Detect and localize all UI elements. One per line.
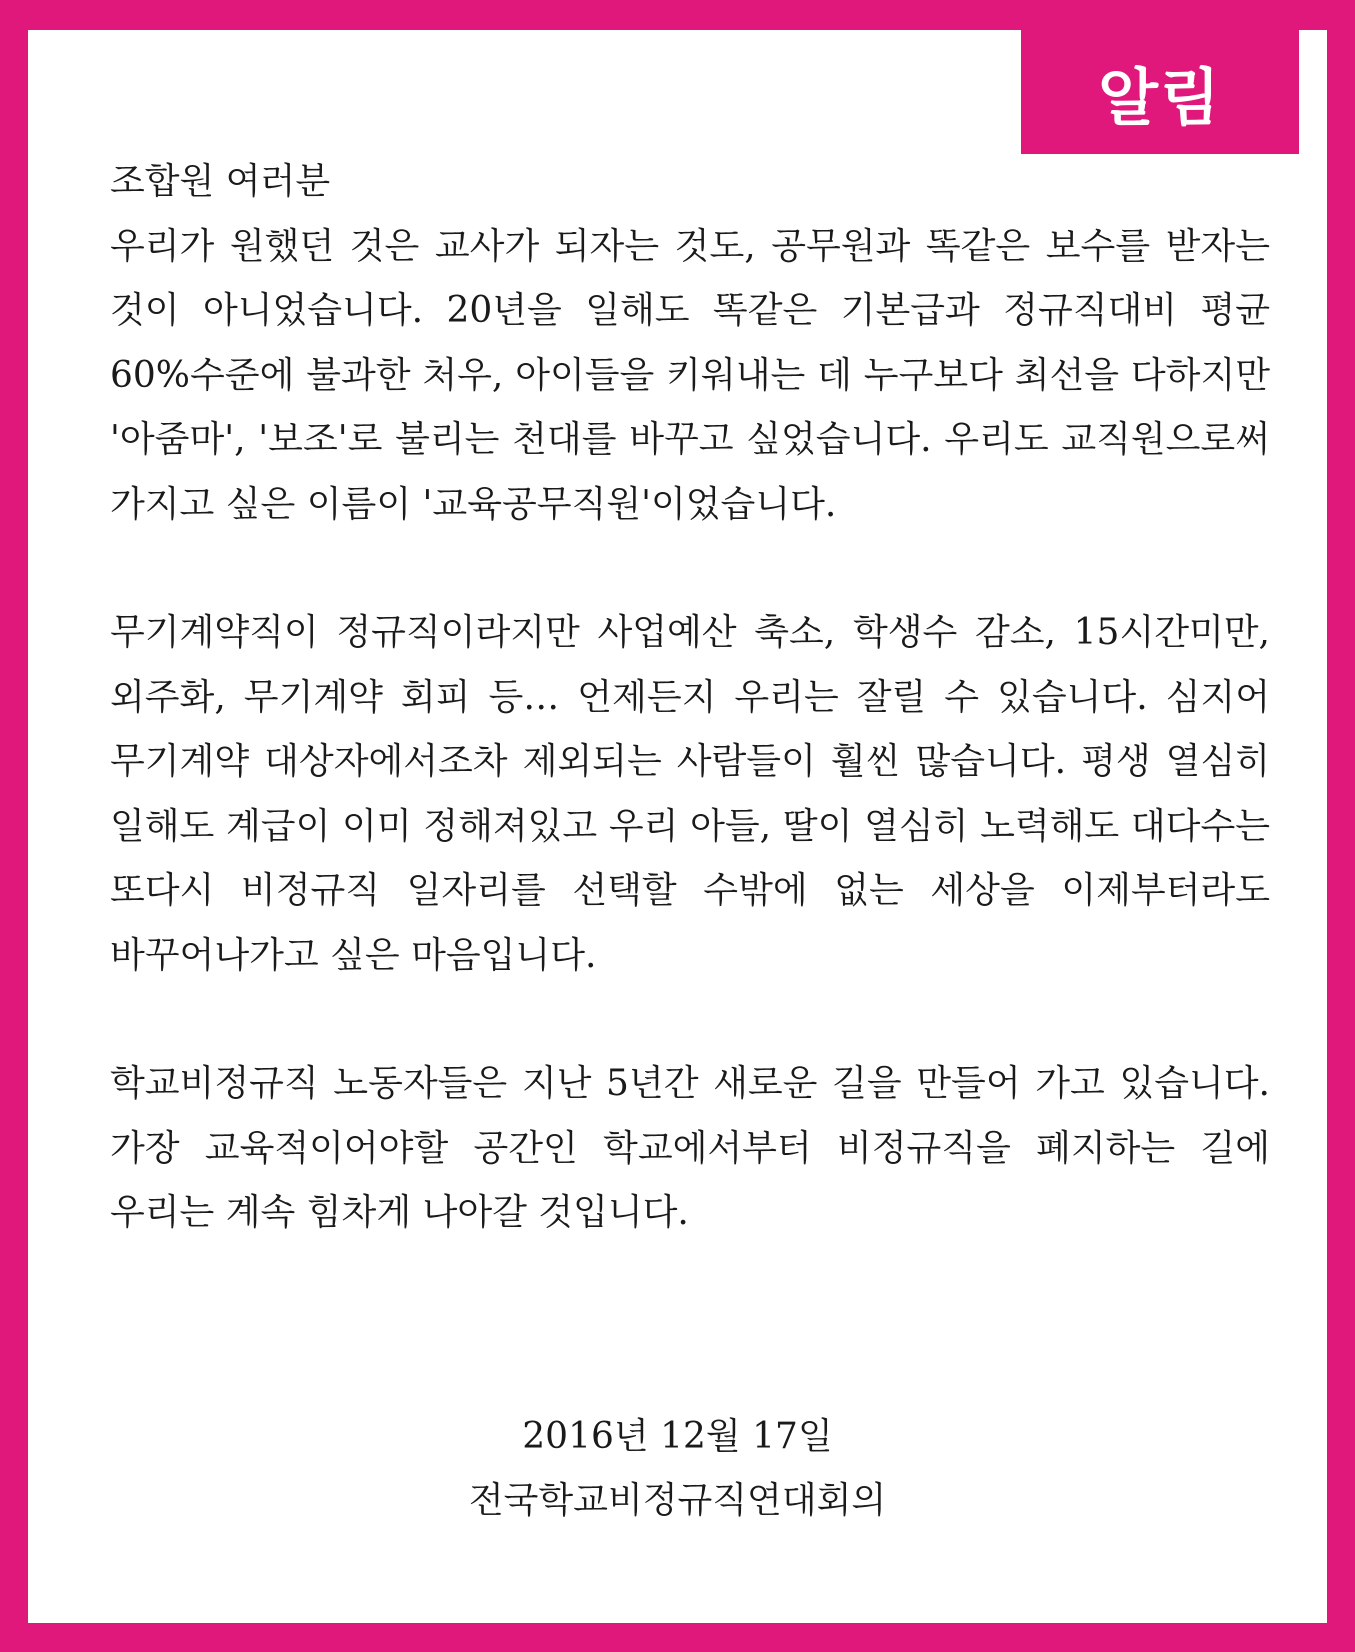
signature-block bbox=[28, 1405, 1327, 1533]
signature-date: 2016년 12월 17일 bbox=[522, 1416, 833, 1457]
paragraph-1: 우리가 원했던 것은 교사가 되자는 것도, 공무원과 똑같은 보수를 받자는 것이 아니었습니다. 20년을 일해도 똑같은 기본급과 정규직대비 평균 60%수준에 불과한 처우, 아이들을 키워내는 데 누구보다 최선을 다하지만 '아줌마', '보조'로 불리는 천대를 바꾸고 싶었습니다. 우리도 교직원으로써 가지고 싶은 이름이 '교육공무직원'이었습니다. bbox=[110, 225, 1270, 525]
paragraph-3: 학교비정규직 노동자들은 지난 5년간 새로운 길을 만들어 가고 있습니다. 가장 교육적이어야할 공간인 학교에서부터 비정규직을 폐지하는 길에 우리는 계속 힘차게 나아갈 것입니다. bbox=[110, 1063, 1270, 1233]
notice-badge bbox=[1021, 30, 1299, 154]
paragraph-2: 무기계약직이 정규직이라지만 사업예산 축소, 학생수 감소, 15시간미만, 외주화, 무기계약 회피 등… 언제든지 우리는 잘릴 수 있습니다. 심지어 무기계약 대상자에서조차 제외되는 사람들이 훨씬 많습니다. 평생 열심히 일해도 계급이 이미 정해져있고 우리 아들, 딸이 열심히 노력해도 대다수는 또다시 비정규직 일자리를 선택할 수밖에 없는 세상을 이제부터라도 바꾸어나가고 싶은 마음입니다. bbox=[110, 612, 1270, 976]
notice-badge-label: 알림 bbox=[1098, 60, 1222, 134]
notice-card bbox=[28, 30, 1327, 1623]
letter-body bbox=[110, 150, 1270, 1246]
greeting: 조합원 여러분 bbox=[110, 161, 331, 202]
signature-organization: 전국학교비정규직연대회의 bbox=[468, 1480, 887, 1521]
